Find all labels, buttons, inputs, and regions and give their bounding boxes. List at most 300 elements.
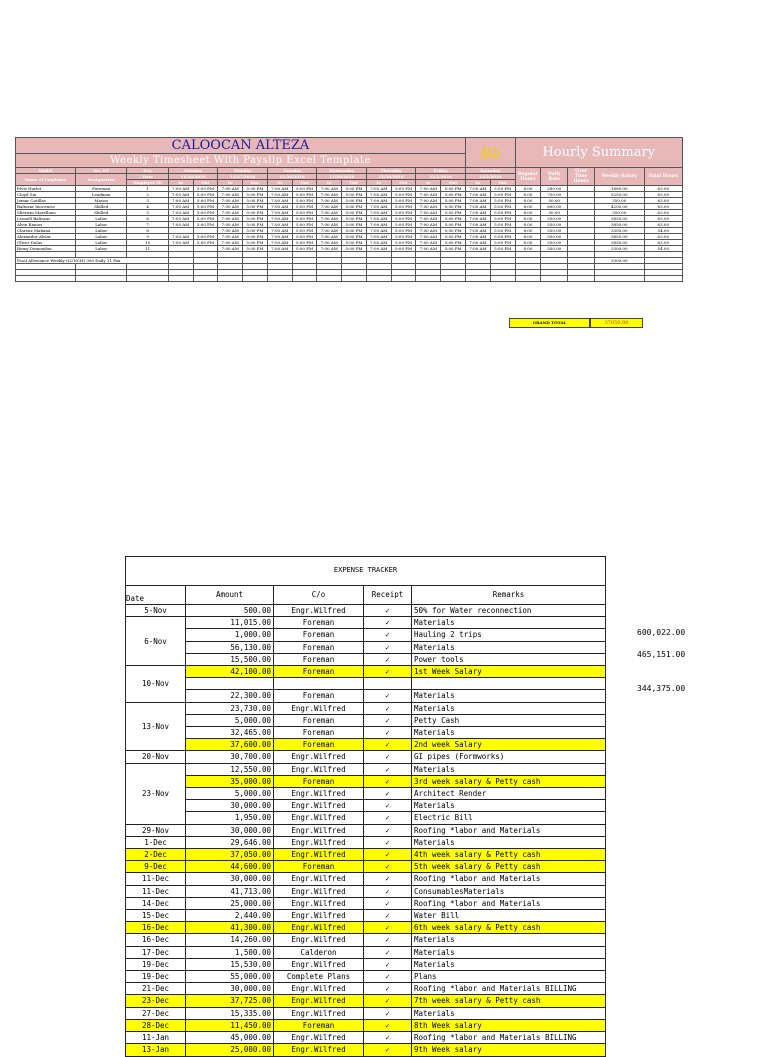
- expense-care-of: Foreman: [274, 690, 364, 702]
- header-out: Out: [342, 180, 367, 186]
- expense-row: [126, 934, 606, 946]
- header-out: Out: [391, 180, 416, 186]
- receipt-check-icon: ✓: [364, 751, 412, 763]
- expense-care-of: Engr.Wilfred: [274, 605, 364, 617]
- column-label: Day: [127, 168, 168, 174]
- time-out: 5:00 PM: [490, 240, 515, 246]
- time-in: 7:00 AM: [218, 240, 243, 246]
- time-in: 7:00 AM: [267, 228, 292, 234]
- receipt-check-icon: ✓: [364, 727, 412, 739]
- employee-name: Clarenz Mabana: [16, 228, 76, 234]
- daily-rate: 50.00: [541, 198, 568, 204]
- empty-cell: [267, 276, 292, 282]
- time-in: 7:00 AM: [267, 186, 292, 192]
- expense-amount: 23,730.00: [186, 702, 274, 714]
- expense-remarks: Roofing *labor and Materials: [412, 897, 606, 909]
- time-out: 5:00 PM: [441, 246, 466, 252]
- expense-date: 17-Dec: [126, 946, 186, 958]
- time-out: 5:00 PM: [292, 210, 317, 216]
- expense-row: [126, 922, 606, 934]
- time-in: 7:00 AM: [218, 246, 243, 252]
- empty-cell: [644, 276, 682, 282]
- time-in: 7:00 AM: [168, 192, 193, 198]
- time-in: 7:00 AM: [416, 246, 441, 252]
- expense-row: [126, 690, 606, 702]
- time-out: 5:00 PM: [243, 210, 268, 216]
- time-in: 7:00 AM: [168, 186, 193, 192]
- expense-care-of: Engr.Wilfred: [274, 885, 364, 897]
- empty-cell: [168, 276, 193, 282]
- header-out: Out: [193, 180, 218, 186]
- time-out: 5:00 PM: [243, 198, 268, 204]
- employee-id: 11: [127, 246, 168, 252]
- expense-remarks: Electric Bill: [412, 812, 606, 824]
- expense-remarks: 1st Week Salary: [412, 666, 606, 678]
- expense-care-of: Engr.Wilfred: [274, 873, 364, 885]
- time-out: 5:00 PM: [193, 240, 218, 246]
- employee-id: 7: [127, 222, 168, 228]
- time-in: 7:00 AM: [466, 234, 491, 240]
- total-hours: 54.00: [644, 228, 682, 234]
- receipt-check-icon: ✓: [364, 824, 412, 836]
- food-allowance-weekly: 3300.00: [594, 258, 644, 264]
- time-in: 7:00 AM: [317, 240, 342, 246]
- time-out: 5:00 PM: [342, 246, 367, 252]
- time-out: 5:00 PM: [342, 210, 367, 216]
- employee-designation: Labor: [75, 216, 127, 222]
- weekly-salary: 4200.00: [594, 204, 644, 210]
- expense-care-of: Engr.Wilfred: [274, 922, 364, 934]
- expense-remarks: Hauling 2 trips: [412, 629, 606, 641]
- employee-designation: Labor: [75, 222, 127, 228]
- weekly-salary: 3850.00: [594, 216, 644, 222]
- time-out: 5:00 PM: [391, 210, 416, 216]
- weekly-salary: 3850.00: [594, 240, 644, 246]
- timesheet-title: CALOOCAN ALTEZA: [16, 138, 466, 154]
- time-in: 7:00 AM: [168, 210, 193, 216]
- header-date: Date: [126, 586, 186, 605]
- expense-care-of: Foreman: [274, 1019, 364, 1031]
- daily-rate: 550.00: [541, 222, 568, 228]
- time-in: 7:00 AM: [168, 222, 193, 228]
- time-out: 5:00 PM: [441, 204, 466, 210]
- time-in: 7:00 AM: [317, 234, 342, 240]
- expense-row: [126, 629, 606, 641]
- time-in: 7:00 AM: [168, 234, 193, 240]
- time-out: 5:00 PM: [391, 204, 416, 210]
- expense-amount: 1,950.00: [186, 812, 274, 824]
- expense-remarks: 2nd week Salary: [412, 739, 606, 751]
- receipt-check-icon: ✓: [364, 1032, 412, 1044]
- expense-date: 11-Dec: [126, 885, 186, 897]
- regular-hours: 8.00: [515, 192, 541, 198]
- expense-amount: 1,500.00: [186, 946, 274, 958]
- time-out: 5:00 PM: [243, 246, 268, 252]
- header-date-label: Date: [127, 174, 168, 180]
- expense-remarks: 5th week salary & Petty cash: [412, 861, 606, 873]
- time-out: 5:00 PM: [391, 222, 416, 228]
- employee-name: Oliver Dulas: [16, 240, 76, 246]
- time-in: 7:00 AM: [416, 192, 441, 198]
- time-out: 5:00 PM: [243, 216, 268, 222]
- day-name: Friday: [416, 168, 466, 174]
- empty-cell: [292, 276, 317, 282]
- time-in: 7:00 AM: [218, 222, 243, 228]
- expense-remarks: Water Bill: [412, 910, 606, 922]
- time-out: 5:00 PM: [292, 204, 317, 210]
- time-in: 7:00 AM: [416, 216, 441, 222]
- time-in: 7:00 AM: [267, 222, 292, 228]
- expense-amount: 29,646.00: [186, 836, 274, 848]
- time-out: 5:00 PM: [441, 210, 466, 216]
- time-out: 5:00 PM: [243, 222, 268, 228]
- time-out: 5:00 PM: [391, 186, 416, 192]
- daily-rate: 550.00: [541, 246, 568, 252]
- expense-row: [126, 995, 606, 1007]
- time-in: 7:00 AM: [366, 216, 391, 222]
- employee-designation: Labor: [75, 246, 127, 252]
- empty-cell: [75, 276, 127, 282]
- time-out: 5:00 PM: [292, 222, 317, 228]
- total-hours: 54.00: [644, 246, 682, 252]
- day-name: Wednesday: [317, 168, 367, 174]
- expense-date: 15-Dec: [126, 910, 186, 922]
- week-number: 4th: [466, 138, 516, 168]
- time-out: 5:00 PM: [441, 216, 466, 222]
- expense-amount: 5,000.00: [186, 788, 274, 800]
- receipt-check-icon: ✓: [364, 739, 412, 751]
- expense-date: 19-Dec: [126, 958, 186, 970]
- expense-date: 10-Nov: [126, 666, 186, 703]
- daily-rate: 280.00: [541, 186, 568, 192]
- expense-row: [126, 702, 606, 714]
- time-in: 7:00 AM: [168, 198, 193, 204]
- expense-amount: 37,725.00: [186, 995, 274, 1007]
- empty-cell: [515, 276, 541, 282]
- time-in: 7:00 AM: [218, 204, 243, 210]
- expense-row: [126, 788, 606, 800]
- expense-row: [126, 775, 606, 787]
- time-out: 5:00 PM: [193, 234, 218, 240]
- weekly-salary: 5250.00: [594, 192, 644, 198]
- empty-cell: [243, 276, 268, 282]
- expense-date: 20-Nov: [126, 751, 186, 763]
- time-in: 7:00 AM: [317, 204, 342, 210]
- expense-care-of: Foreman: [274, 629, 364, 641]
- weekly-timesheet: [15, 137, 683, 282]
- empty-cell: [490, 276, 515, 282]
- time-out: 5:00 PM: [490, 222, 515, 228]
- time-out: 5:00 PM: [342, 228, 367, 234]
- expense-row: [126, 1032, 606, 1044]
- expense-remarks: Materials: [412, 836, 606, 848]
- time-in: 7:00 AM: [168, 216, 193, 222]
- expense-remarks: Materials: [412, 800, 606, 812]
- expense-care-of: Foreman: [274, 653, 364, 665]
- time-in: 7:00 AM: [416, 228, 441, 234]
- expense-care-of: Foreman: [274, 666, 364, 678]
- column-label: Model: [16, 168, 76, 174]
- expense-care-of: Engr.Wilfred: [274, 995, 364, 1007]
- expense-date: 27-Dec: [126, 1007, 186, 1019]
- employee-id: 2: [127, 192, 168, 198]
- receipt-check-icon: ✓: [364, 690, 412, 702]
- receipt-check-icon: ✓: [364, 873, 412, 885]
- expense-care-of: Engr.Wilfred: [274, 897, 364, 909]
- receipt-check-icon: ✓: [364, 861, 412, 873]
- empty-cell: [218, 276, 243, 282]
- time-in: 7:00 AM: [416, 204, 441, 210]
- time-in: 7:00 AM: [466, 246, 491, 252]
- time-out: 5:00 PM: [441, 198, 466, 204]
- time-in: 7:00 AM: [366, 204, 391, 210]
- employee-designation: Labor: [75, 240, 127, 246]
- expense-remarks: Materials: [412, 702, 606, 714]
- expense-amount: 15,530.00: [186, 958, 274, 970]
- time-out: 5:00 PM: [441, 222, 466, 228]
- receipt-check-icon: ✓: [364, 885, 412, 897]
- day-name: Saturday: [466, 168, 516, 174]
- time-in: 7:00 AM: [317, 198, 342, 204]
- time-out: 5:00 PM: [243, 204, 268, 210]
- time-in: 7:00 AM: [366, 222, 391, 228]
- employee-name: Jemar Cutillas: [16, 198, 76, 204]
- employee-designation: Leadman: [75, 192, 127, 198]
- employee-designation: Skilled: [75, 210, 127, 216]
- time-out: 5:00 PM: [391, 234, 416, 240]
- expense-row: [126, 751, 606, 763]
- expense-row: [126, 641, 606, 653]
- time-in: 7:00 AM: [466, 222, 491, 228]
- side-total-2: 465,151.00: [637, 650, 686, 659]
- expense-remarks: 50% for Water reconnection: [412, 605, 606, 617]
- expense-table: [125, 556, 606, 1057]
- time-in: 7:00 AM: [466, 210, 491, 216]
- expense-remarks: Materials: [412, 946, 606, 958]
- expense-row: [126, 739, 606, 751]
- total-hours: 63.00: [644, 216, 682, 222]
- time-in: 7:00 AM: [366, 198, 391, 204]
- time-in: 7:00 AM: [267, 198, 292, 204]
- expense-care-of: Engr.Wilfred: [274, 983, 364, 995]
- expense-amount: 41,713.00: [186, 885, 274, 897]
- time-out: 5:00 PM: [490, 198, 515, 204]
- regular-hours: 8.00: [515, 216, 541, 222]
- expense-date: 14-Dec: [126, 897, 186, 909]
- expense-row: [126, 727, 606, 739]
- empty-cell: [391, 276, 416, 282]
- regular-hours: 8.00: [515, 246, 541, 252]
- time-in: 7:00 AM: [267, 234, 292, 240]
- time-in: 7:00 AM: [416, 222, 441, 228]
- header-designation: Designation: [75, 174, 127, 186]
- expense-row: [126, 666, 606, 678]
- daily-rate: 550.00: [541, 216, 568, 222]
- day-date: 11/27/2016: [218, 174, 268, 180]
- expense-row: [126, 714, 606, 726]
- receipt-check-icon: ✓: [364, 641, 412, 653]
- header-remarks: Remarks: [412, 586, 606, 605]
- expense-remarks: GI pipes (Formworks): [412, 751, 606, 763]
- expense-care-of: Foreman: [274, 739, 364, 751]
- expense-care-of: Complete Plans: [274, 971, 364, 983]
- time-in: 7:00 AM: [366, 246, 391, 252]
- time-out: 5:00 PM: [243, 186, 268, 192]
- employee-designation: Foreman: [75, 186, 127, 192]
- total-hours: 63.00: [644, 222, 682, 228]
- expense-row: [126, 849, 606, 861]
- time-in: 7:00 AM: [267, 240, 292, 246]
- column-label: No. OT: [75, 168, 127, 174]
- employee-id: 10: [127, 240, 168, 246]
- time-out: 5:00 PM: [490, 204, 515, 210]
- time-in: 7:00 AM: [317, 222, 342, 228]
- summary-header: Regular Hours: [515, 168, 541, 186]
- expense-row: [126, 971, 606, 983]
- time-out: 5:00 PM: [193, 222, 218, 228]
- expense-remarks: ConsumablesMaterials: [412, 885, 606, 897]
- total-hours: 63.00: [644, 204, 682, 210]
- food-allowance-label: Food Allowance Weekly (LUNCH) 300 Daily 11 Pax: [16, 258, 169, 264]
- receipt-check-icon: ✓: [364, 958, 412, 970]
- receipt-check-icon: ✓: [364, 934, 412, 946]
- time-in: 7:00 AM: [366, 210, 391, 216]
- total-hours: 63.00: [644, 210, 682, 216]
- expense-remarks: Power tools: [412, 653, 606, 665]
- header-in: In: [366, 180, 391, 186]
- expense-date: 16-Dec: [126, 934, 186, 946]
- expense-care-of: Engr.Wilfred: [274, 910, 364, 922]
- weekly-salary: 350.00: [594, 198, 644, 204]
- time-in: 7:00 AM: [267, 204, 292, 210]
- expense-date: 5-Nov: [126, 605, 186, 617]
- expense-date: 28-Dec: [126, 1019, 186, 1031]
- time-in: 7:00 AM: [218, 228, 243, 234]
- regular-hours: 8.00: [515, 228, 541, 234]
- expense-care-of: Foreman: [274, 775, 364, 787]
- expense-care-of: Engr.Wilfred: [274, 836, 364, 848]
- expense-remarks: Materials: [412, 641, 606, 653]
- empty-cell: [594, 276, 644, 282]
- empty-cell: [568, 276, 595, 282]
- time-in: 7:00 AM: [218, 234, 243, 240]
- time-out: 5:00 PM: [193, 210, 218, 216]
- header-in: In: [218, 180, 243, 186]
- empty-cell: [441, 276, 466, 282]
- time-in: 7:00 AM: [366, 240, 391, 246]
- time-out: 5:00 PM: [292, 240, 317, 246]
- time-in: 7:00 AM: [366, 186, 391, 192]
- receipt-check-icon: [364, 678, 412, 690]
- expense-remarks: Roofing *labor and Materials BILLING: [412, 1032, 606, 1044]
- day-name: Monday: [218, 168, 268, 174]
- time-in: 7:00 AM: [466, 198, 491, 204]
- time-out: 5:00 PM: [391, 198, 416, 204]
- time-out: 5:00 PM: [441, 234, 466, 240]
- expense-row: [126, 824, 606, 836]
- employee-name: Alexander Alviar: [16, 234, 76, 240]
- time-in: 7:00 AM: [416, 186, 441, 192]
- expense-date: 9-Dec: [126, 861, 186, 873]
- expense-date: 19-Dec: [126, 971, 186, 983]
- expense-remarks: 9th Week salary: [412, 1044, 606, 1056]
- expense-amount: 5,000.00: [186, 714, 274, 726]
- expense-amount: 32,465.00: [186, 727, 274, 739]
- employee-designation: Mason: [75, 198, 127, 204]
- weekly-salary: 3850.00: [594, 222, 644, 228]
- expense-date: 29-Nov: [126, 824, 186, 836]
- employee-name: Sherwin Marellano: [16, 210, 76, 216]
- day-name: Thursday: [366, 168, 416, 174]
- regular-hours: 8.00: [515, 198, 541, 204]
- expense-remarks: Petty Cash: [412, 714, 606, 726]
- day-date: 12/1/2016: [416, 174, 466, 180]
- receipt-check-icon: ✓: [364, 1044, 412, 1056]
- time-out: 5:00 PM: [243, 228, 268, 234]
- header-in: In: [416, 180, 441, 186]
- expense-amount: 42,100.00: [186, 666, 274, 678]
- receipt-check-icon: ✓: [364, 812, 412, 824]
- employee-id: 1: [127, 186, 168, 192]
- time-out: 5:00 PM: [193, 198, 218, 204]
- employee-name: Romy Domondon: [16, 246, 76, 252]
- expense-row: [126, 1007, 606, 1019]
- side-total-3: 344,375.00: [637, 684, 686, 693]
- expense-amount: 55,000.00: [186, 971, 274, 983]
- time-in: 7:00 AM: [366, 228, 391, 234]
- time-out: 5:00 PM: [292, 234, 317, 240]
- expense-row: [126, 958, 606, 970]
- expense-remarks: 7th week salary & Petty cash: [412, 995, 606, 1007]
- employee-id: 9: [127, 234, 168, 240]
- time-out: 5:00 PM: [441, 228, 466, 234]
- expense-amount: 30,000.00: [186, 824, 274, 836]
- time-in: 7:00 AM: [218, 198, 243, 204]
- expense-amount: 30,000.00: [186, 983, 274, 995]
- employee-id: 4: [127, 204, 168, 210]
- expense-remarks: 6th week salary & Petty cash: [412, 922, 606, 934]
- empty-cell: [127, 276, 168, 282]
- header-receipt: Receipt: [364, 586, 412, 605]
- expense-remarks: Materials: [412, 763, 606, 775]
- empty-cell: [466, 276, 491, 282]
- regular-hours: 8.00: [515, 210, 541, 216]
- time-out: 5:00 PM: [292, 228, 317, 234]
- summary-header: Over Time Hours: [568, 168, 595, 186]
- expense-remarks: Materials: [412, 934, 606, 946]
- time-in: 7:00 AM: [416, 198, 441, 204]
- expense-date: 2-Dec: [126, 849, 186, 861]
- daily-rate: 550.00: [541, 234, 568, 240]
- time-out: 5:00 PM: [292, 192, 317, 198]
- weekly-salary: 3850.00: [594, 234, 644, 240]
- expense-care-of: Engr.Wilfred: [274, 1032, 364, 1044]
- expense-amount: 37,600.00: [186, 739, 274, 751]
- time-out: 5:00 PM: [342, 204, 367, 210]
- expense-row: [126, 836, 606, 848]
- time-in: 7:00 AM: [218, 192, 243, 198]
- time-in: 7:00 AM: [366, 234, 391, 240]
- time-out: 5:00 PM: [490, 210, 515, 216]
- receipt-check-icon: ✓: [364, 763, 412, 775]
- expense-remarks: Materials: [412, 958, 606, 970]
- expense-care-of: Engr.Wilfred: [274, 788, 364, 800]
- expense-date: 1-Dec: [126, 836, 186, 848]
- receipt-check-icon: ✓: [364, 910, 412, 922]
- time-out: 5:00 PM: [342, 186, 367, 192]
- time-out: 5:00 PM: [292, 246, 317, 252]
- expense-row: [126, 910, 606, 922]
